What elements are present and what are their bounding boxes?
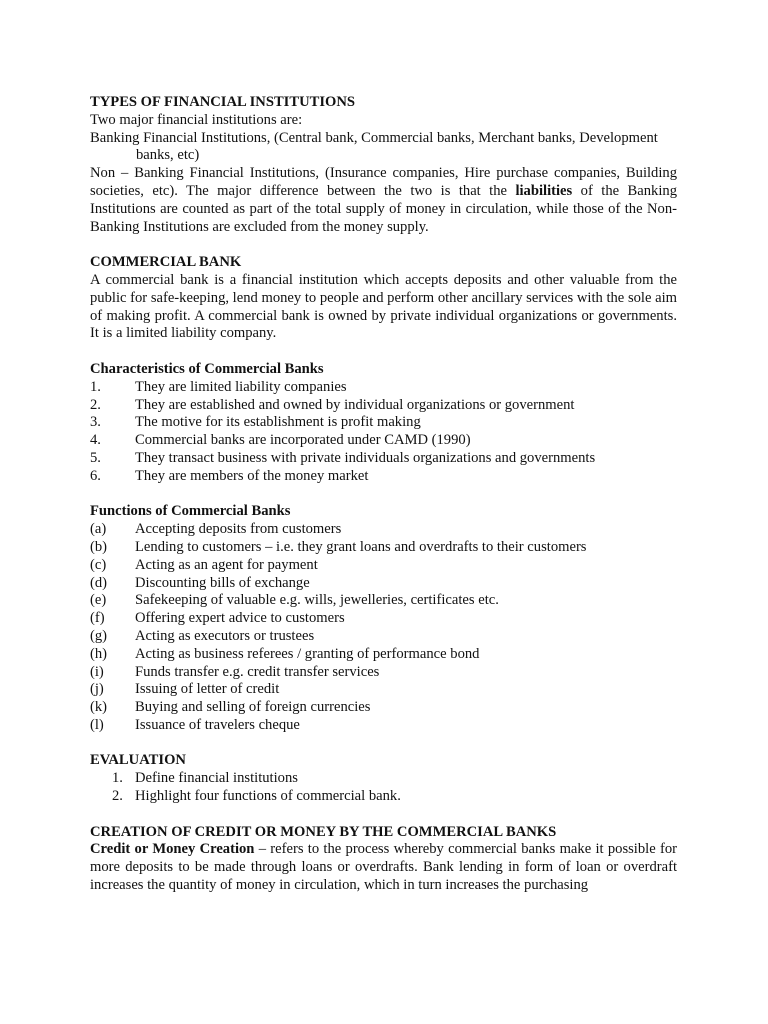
list-item-letter: (b) <box>90 538 108 555</box>
list-item-number: 6. <box>90 467 101 484</box>
section-heading-commercial-bank: COMMERCIAL BANK <box>90 254 242 271</box>
list-item <box>90 664 677 682</box>
list-item-text: Issuing of letter of credit <box>135 681 280 698</box>
list-item-number: 2. <box>90 396 101 413</box>
list-item-text: Acting as an agent for payment <box>135 556 318 573</box>
list-item <box>90 414 677 432</box>
list-item-letter: (d) <box>90 574 108 591</box>
credit-creation-paragraph <box>90 841 677 894</box>
section-heading-types: TYPES OF FINANCIAL INSTITUTIONS <box>90 94 356 110</box>
non-banking-text-2: of the Banking Institutions are counted as part of the total supply of money in circulation, while those of the Non-Banking Institutions are excluded from the money supply. <box>90 182 677 235</box>
characteristics-list <box>90 379 677 486</box>
liabilities-term: liabilities <box>515 182 573 199</box>
list-item-letter: (j) <box>90 681 104 698</box>
list-item <box>90 770 677 788</box>
list-item-number: 4. <box>90 432 101 449</box>
list-item <box>90 681 677 699</box>
list-item <box>90 717 677 735</box>
list-item-text: Commercial banks are incorporated under CAMD (1990) <box>135 432 471 449</box>
list-item-text: Discounting bills of exchange <box>135 574 310 591</box>
list-item <box>90 699 677 717</box>
list-item-text: Define financial institutions <box>135 770 298 787</box>
list-item-letter: (g) <box>90 627 108 644</box>
credit-creation-text: – refers to the process whereby commercial banks make it possible for more deposits to be made through loans or overdrafts. Bank lending in form of loan or overdraft increases the quantity of money in circulation, which in turn increases the purchasing <box>90 841 677 894</box>
list-item-letter: (c) <box>90 556 107 573</box>
list-item-letter: (f) <box>90 610 105 627</box>
commercial-bank-paragraph: A commercial bank is a financial institution which accepts deposits and other valuable from the public for safe-keeping, lend money to people and perform other ancillary services with the sole aim of making profit. A commercial bank is owned by private individual organizations or governments. It is a limited liability company. <box>90 271 677 342</box>
list-item <box>90 432 677 450</box>
evaluation-heading: EVALUATION <box>90 752 186 769</box>
list-item-text: They are established and owned by individual organizations or government <box>135 396 575 413</box>
list-item-number: 1. <box>112 770 123 787</box>
list-item <box>90 575 677 593</box>
list-item-text: Acting as business referees / granting of performance bond <box>135 645 480 662</box>
characteristics-heading: Characteristics of Commercial Banks <box>90 360 324 377</box>
list-item <box>90 539 677 557</box>
list-item <box>90 468 677 486</box>
credit-creation-heading: CREATION OF CREDIT OR MONEY BY THE COMMERCIAL BANKS <box>90 823 557 840</box>
list-item-letter: (e) <box>90 592 107 609</box>
list-item <box>90 450 677 468</box>
list-item-text: Highlight four functions of commercial bank. <box>135 788 401 805</box>
banking-institutions-text: Banking Financial Institutions, (Central bank, Commercial banks, Merchant banks, Development banks, etc) <box>90 129 658 164</box>
list-item-text: Accepting deposits from customers <box>135 521 342 538</box>
list-item-letter: (h) <box>90 645 108 662</box>
list-item-text: They are limited liability companies <box>135 378 347 395</box>
credit-creation-term: Credit or Money Creation <box>90 841 255 858</box>
functions-list <box>90 521 677 735</box>
list-item-text: They are members of the money market <box>135 467 369 484</box>
list-item <box>90 646 677 664</box>
document-page <box>90 94 677 895</box>
non-banking-paragraph <box>90 165 677 236</box>
list-item <box>90 592 677 610</box>
list-item-text: The motive for its establishment is profit making <box>135 414 421 431</box>
list-item-text: Funds transfer e.g. credit transfer services <box>135 663 380 680</box>
list-item-text: Buying and selling of foreign currencies <box>135 699 371 716</box>
list-item-text: Safekeeping of valuable e.g. wills, jewelleries, certificates etc. <box>135 592 499 609</box>
evaluation-list <box>90 770 677 806</box>
list-item-letter: (k) <box>90 699 108 716</box>
list-item-text: Lending to customers – i.e. they grant loans and overdrafts to their customers <box>135 538 587 555</box>
types-intro: Two major financial institutions are: <box>90 111 303 128</box>
list-item <box>90 628 677 646</box>
list-item <box>90 557 677 575</box>
list-item-text: They transact business with private individuals organizations and governments <box>135 449 596 466</box>
list-item-text: Issuance of travelers cheque <box>135 716 300 733</box>
list-item <box>90 788 677 806</box>
functions-heading: Functions of Commercial Banks <box>90 503 291 520</box>
list-item <box>90 397 677 415</box>
list-item-number: 2. <box>112 788 123 805</box>
list-item-number: 3. <box>90 414 101 431</box>
list-item <box>90 521 677 539</box>
list-item <box>90 610 677 628</box>
list-item-number: 1. <box>90 378 101 395</box>
list-item-text: Offering expert advice to customers <box>135 610 345 627</box>
list-item <box>90 379 677 397</box>
list-item-letter: (i) <box>90 663 104 680</box>
list-item-text: Acting as executors or trustees <box>135 627 315 644</box>
list-item-number: 5. <box>90 449 101 466</box>
non-banking-text-1: Non – Banking Financial Institutions, (Insurance companies, Hire purchase companies, Building societies, etc). The major difference between the two is that the <box>90 165 677 199</box>
list-item-letter: (l) <box>90 716 104 733</box>
list-item-letter: (a) <box>90 521 107 538</box>
